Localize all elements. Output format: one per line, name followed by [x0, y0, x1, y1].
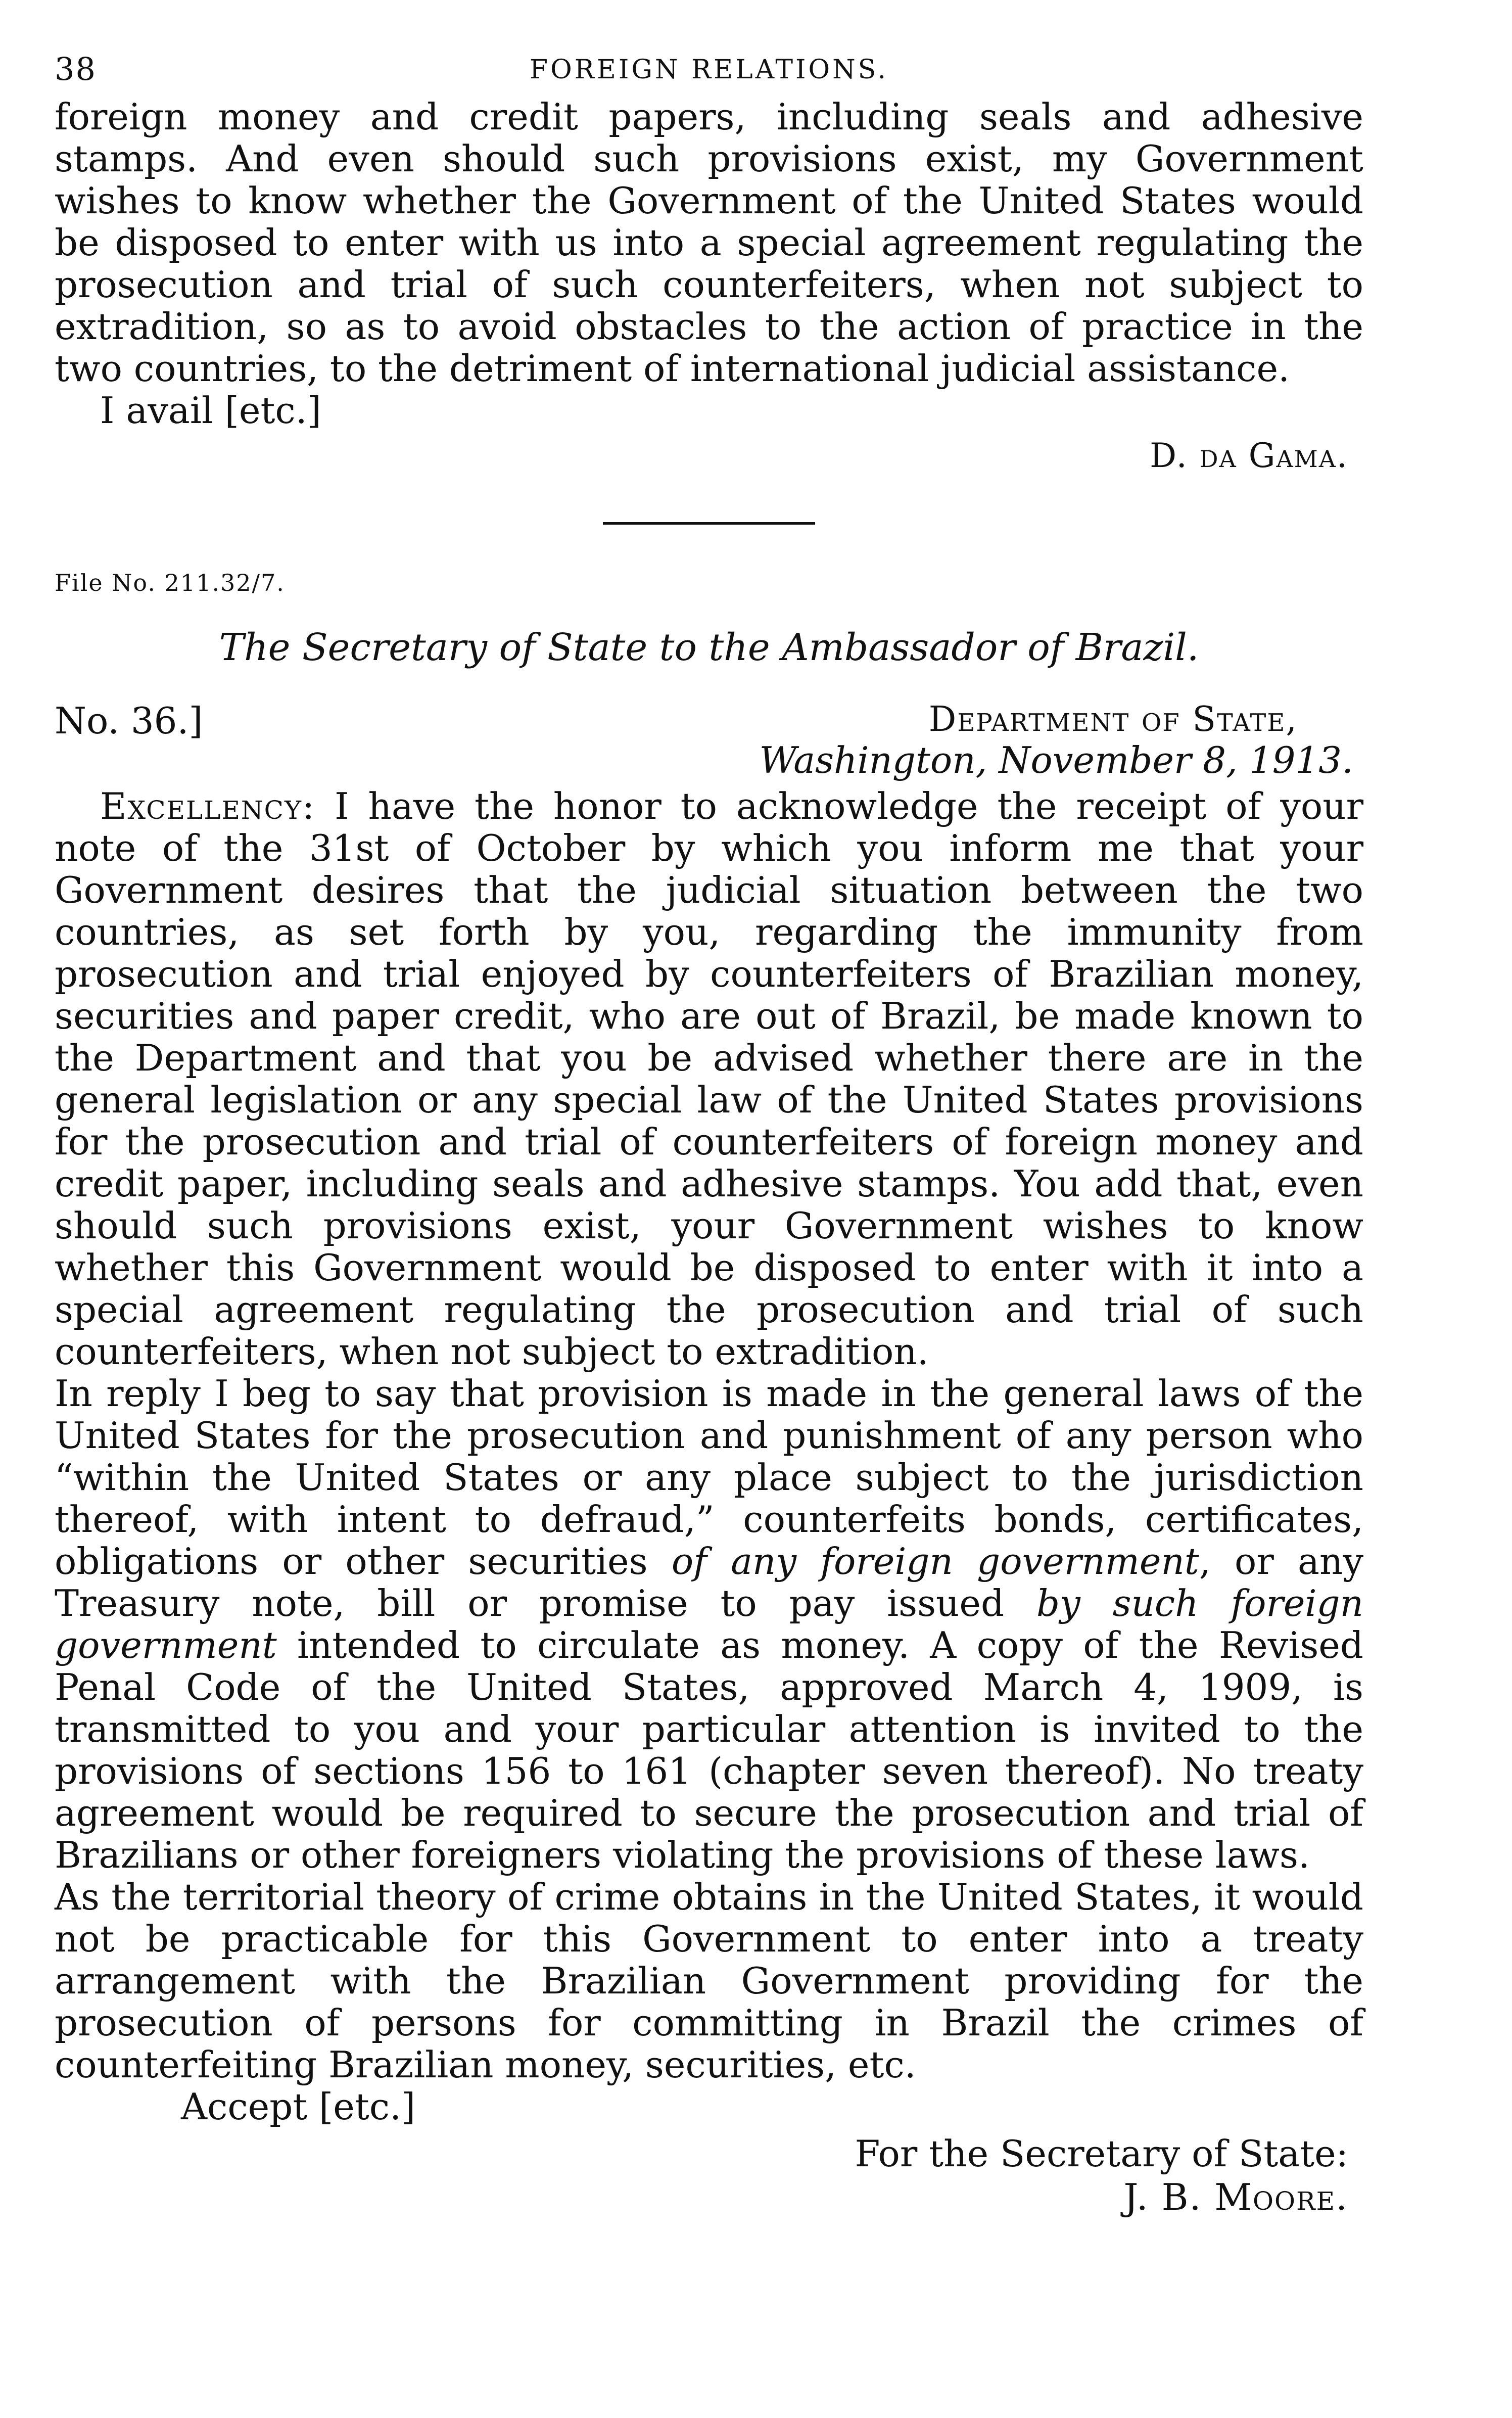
department-line: Department of State, [928, 700, 1298, 739]
page-number: 38 [55, 51, 97, 87]
reply-paragraph-3: As the territorial theory of crime obtains in the United States, it would not be practicable for this Government to enter into a treaty arrangement with the Brazilian Government providing for the prosecution of persons for committing in Brazil the crimes of counterfeiting Brazilian money, securities, etc. [55, 1876, 1363, 2086]
prior-letter-closing: I avail [etc.] [100, 389, 321, 432]
prior-letter-signature: D. da Gama. [1150, 436, 1348, 475]
reply-paragraph-2-part-a: In reply I beg to say that provision is made in the general laws of the United States for the prosecution and punishment of any person who “within the United States or any place subject to the jurisdiction thereof, with intent to defraud,” counterfeits bonds, certificates, obligations or other securities [55, 1372, 1363, 1583]
reply-paragraph-2-italic-b: by such foreign government [55, 1582, 1363, 1666]
dateline [55, 700, 1363, 785]
file-number: File No. 211.32/7. [55, 569, 285, 596]
sign-for-line: For the Secretary of State: [855, 2132, 1348, 2175]
section-divider [603, 522, 815, 525]
reply-paragraph-1 [55, 785, 1363, 1373]
running-head [55, 51, 1363, 96]
letter-title: The Secretary of State to the Ambassador of Brazil. [219, 626, 1199, 669]
reply-paragraph-2-part-c: , or any Treasury note, bill or promise to pay issued [55, 1540, 1363, 1624]
reply-closing: Accept [etc.] [181, 2085, 416, 2128]
salutation: Excellency: [100, 785, 316, 827]
running-title: FOREIGN RELATIONS. [530, 55, 888, 85]
signer-name: J. B. Moore. [1123, 2176, 1348, 2218]
prior-letter-text: foreign money and credit papers, including seals and adhesive stamps. And even should such provisions exist, my Government wishes to know whether the Government of the United States would be disposed to enter with us into a special agreement regulating the prosecution and trial of such counterfeiters, when not subject to extradition, so as to avoid obstacles to the action of practice in the two countries, to the detriment of international judicial assistance. [55, 96, 1363, 390]
document-page [55, 51, 1363, 2219]
reply-paragraph-2-italic-a: of any foreign government [671, 1540, 1199, 1583]
signature-block [55, 2132, 1348, 2219]
place-date: Washington, November 8, 1913. [759, 739, 1353, 781]
letter-number: No. 36.] [55, 700, 203, 742]
reply-paragraph-1-text: I have the honor to acknowledge the receipt of your note of the 31st of October by which you inform me that your Government desires that the judicial situation between the two countries, as set forth by you, regarding the immunity from prosecution and trial enjoyed by counterfeiters of Brazilian money, securities and paper credit, who are out of Brazil, be made known to the Department and that you be advised whether there are in the general legislation or any special law of the United States provisions for the prosecution and trial of counterfeiters of foreign money and credit paper, including seals and adhesive stamps. You add that, even should such provisions exist, your Government wishes to know whether this Government would be disposed to enter with it into a special agreement regulating the prosecution and trial of such counterfeiters, when not subject to extradition. [55, 785, 1363, 1373]
reply-paragraph-2 [55, 1373, 1363, 1876]
reply-paragraph-2-part-e: intended to circulate as money. A copy of the Revised Penal Code of the United States, approved March 4, 1909, is transmitted to you and your particular attention is invited to the provisions of sections 156 to 161 (chapter seven thereof). No treaty agreement would be required to secure the prosecution and trial of Brazilians or other foreigners violating the provisions of these laws. [55, 1624, 1363, 1876]
